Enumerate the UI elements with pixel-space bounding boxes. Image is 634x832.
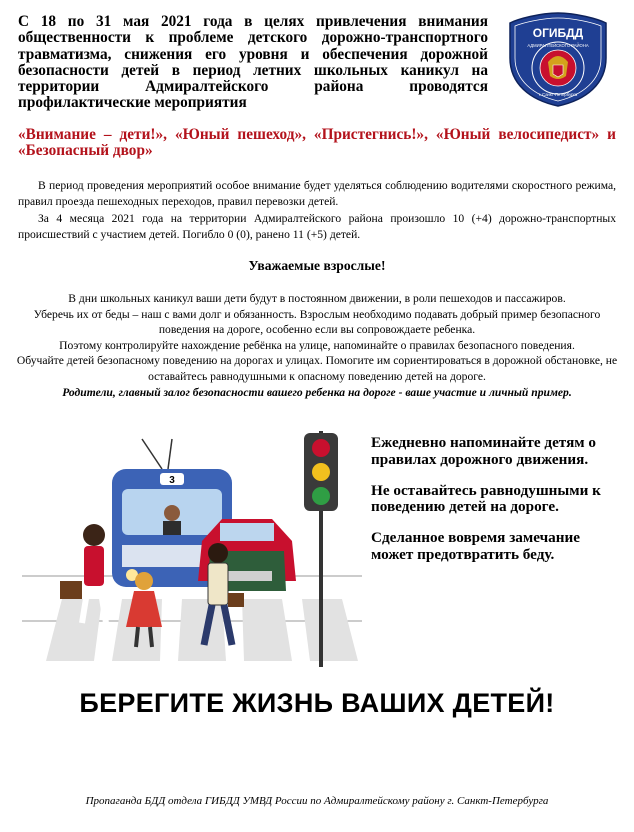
footer: Пропаганда БДД отдела ГИБДД УМВД России по Адмиралтейскому району г. Санкт-Петербурга xyxy=(85,795,549,807)
tip-item: Ежедневно напоминайте детям о правилах дорожного движения. xyxy=(371,434,597,468)
appeal-line: Уберечь их от беды – наш с вами долг и обязанность. Взрослым необходимо подавать добрый пример безопасного поведения на дороге, особенно если вы сопровождаете ребенка. xyxy=(33,307,601,337)
police-badge-icon xyxy=(506,10,610,108)
tip-item: Сделанное вовремя замечание может предотвратить беду. xyxy=(371,529,581,563)
appeal-text xyxy=(14,291,620,400)
badge-title: ОГИБДД xyxy=(532,26,584,40)
slogan: БЕРЕГИТЕ ЖИЗНЬ ВАШИХ ДЕТЕЙ! xyxy=(79,688,555,718)
intro-main: С 18 по 31 мая 2021 года в целях привлечения внимания общественности к проблеме детского дорожно-транспортного травматизма, снижения его уровня и обеспечения дорожной безопасности детей в период летних школьных каникул на территории Адмиралтейского района проводятся профилактические мероприятия xyxy=(18,13,488,112)
bus-number: 3 xyxy=(169,475,175,486)
appeal-line: Поэтому контролируйте нахождение ребёнка на улице, напоминайте о правилах безопасного поведения. xyxy=(59,338,575,352)
appeal-line: В дни школьных каникул ваши дети будут в постоянном движении, в роли пешеходов и пассажиров. xyxy=(68,292,566,305)
children-crossing-illustration xyxy=(22,431,362,667)
intro-text xyxy=(18,14,488,112)
paragraph-statistics: За 4 месяца 2021 года на территории Адмиралтейского района произошло 10 (+4) дорожно-транспортных происшествий с участием детей. Погибло 0 (0), ранено 11 (+5) детей. xyxy=(18,212,616,241)
appeal-line: Обучайте детей безопасному поведению на дорогах и улицах. Помогите им сориентироваться в дорожной обстановке, не оставайтесь равнодушными к опасному поведению детей на дороге. xyxy=(16,354,618,383)
svg-text:г. Санкт-Петербурга: г. Санкт-Петербурга xyxy=(538,92,578,97)
appeal-heading: Уважаемые взрослые! xyxy=(248,258,386,273)
paragraph-enforcement: В период проведения мероприятий особое внимание будет уделяться соблюдению водителями скоростного режима, правил проезда пешеходных переходов, правил перевозки детей. xyxy=(18,179,616,208)
tip-item: Не оставайтесь равнодушными к поведению детей на дороге. xyxy=(371,481,601,516)
svg-text:АДМИРАЛТЕЙСКОГО РАЙОНА: АДМИРАЛТЕЙСКОГО РАЙОНА xyxy=(527,43,589,48)
tips-list xyxy=(371,435,621,578)
intro-events: «Внимание – дети!», «Юный пешеход», «Пристегнись!», «Юный велосипедист» и «Безопасный двор» xyxy=(18,126,616,160)
appeal-emphasis: Родители, главный залог безопасности вашего ребенка на дороге - ваше участие и личный пример. xyxy=(62,385,572,399)
